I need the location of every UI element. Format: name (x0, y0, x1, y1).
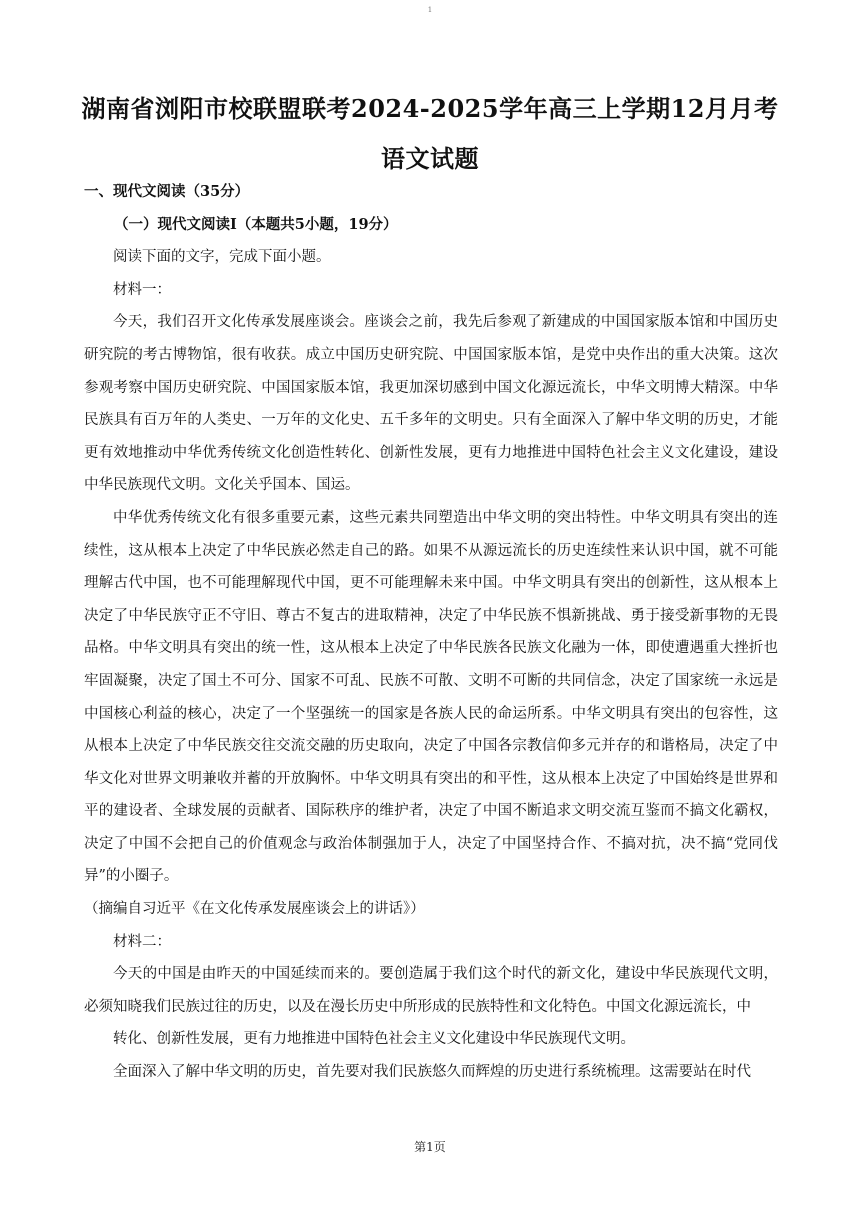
page-top-mark: 1 (427, 6, 433, 14)
section-heading: 一、现代文阅读（35分） (84, 183, 250, 200)
document-body (84, 176, 778, 1089)
material-label: 材料一： (113, 281, 171, 298)
paragraph: 转化、创新性发展，更有力地推进中国特色社会主义文化建设中华民族现代文明。 (113, 1031, 635, 1048)
paragraph: 今天，我们召开文化传承发展座谈会。座谈会之前，我先后参观了新建成的中国国家版本馆和中国历史研究院的考古博物馆，很有收获。成立中国历史研究院、中国国家版本馆，是党中央作出的重大决策。这次参观考察中国历史研究院、中国国家版本馆，我更加深切感到中国文化源远流长，中华文明博大精深。中华民族具有百万年的人类史、一万年的文化史、五千多年的文明史。只有全面深入了解中华文明的历史，才能更有效地推动中华优秀传统文化创造性转化、创新性发展，更有力地推进中国特色社会主义文化建设，建设中华民族现代文明。文化关乎国本、国运。 (84, 314, 778, 494)
source-citation: （摘编自习近平《在文化传承发展座谈会上的讲话》） (84, 901, 425, 918)
document-title: 湖南省浏阳市校联盟联考2024-2025学年高三上学期12月月考语文试题 (81, 94, 779, 173)
paragraph: 全面深入了解中华文明的历史，首先要对我们民族悠久而辉煌的历史进行系统梳理。这需要站在时代 (113, 1064, 751, 1081)
paragraph: 中华优秀传统文化有很多重要元素，这些元素共同塑造出中华文明的突出特性。中华文明具有突出的连续性，这从根本上决定了中华民族必然走自己的路。如果不从源远流长的历史连续性来认识中国，就不可能理解古代中国，也不可能理解现代中国，更不可能理解未来中国。中华文明具有突出的创新性，这从根本上决定了中华民族守正不守旧、尊古不复古的进取精神，决定了中华民族不惧新挑战、勇于接受新事物的无畏品格。中华文明具有突出的统一性，这从根本上决定了中华民族各民族文化融为一体，即使遭遇重大挫折也牢固凝聚，决定了国土不可分、国家不可乱、民族不可散、文明不可断的共同信念，决定了国家统一永远是中国核心利益的核心，决定了一个坚强统一的国家是各族人民的命运所系。中华文明具有突出的包容性，这从根本上决定了中华民族交往交流交融的历史取向，决定了中国各宗教信仰多元并存的和谐格局，决定了中华文化对世界文明兼收并蓄的开放胸怀。中华文明具有突出的和平性，这从根本上决定了中国始终是世界和平的建设者、全球发展的贡献者、国际秩序的维护者，决定了中国不断追求文明交流互鉴而不搞文化霸权，决定了中国不会把自己的价值观念与政治体制强加于人，决定了中国坚持合作、不搞对抗，决不搞“党同伐异”的小圈子。 (84, 509, 778, 885)
instruction-text: 阅读下面的文字，完成下面小题。 (113, 249, 331, 266)
subsection-heading: （一）现代文阅读Ⅰ（本题共5小题，19分） (114, 215, 398, 233)
material-label: 材料二： (113, 933, 171, 950)
paragraph: 今天的中国是由昨天的中国延续而来的。要创造属于我们这个时代的新文化，建设中华民族现代文明，必须知晓我们民族过往的历史，以及在漫长历史中所形成的民族特性和文化特色。中国文化源远流长，中 (84, 966, 778, 1015)
page-number: 第1页 (414, 1140, 446, 1154)
